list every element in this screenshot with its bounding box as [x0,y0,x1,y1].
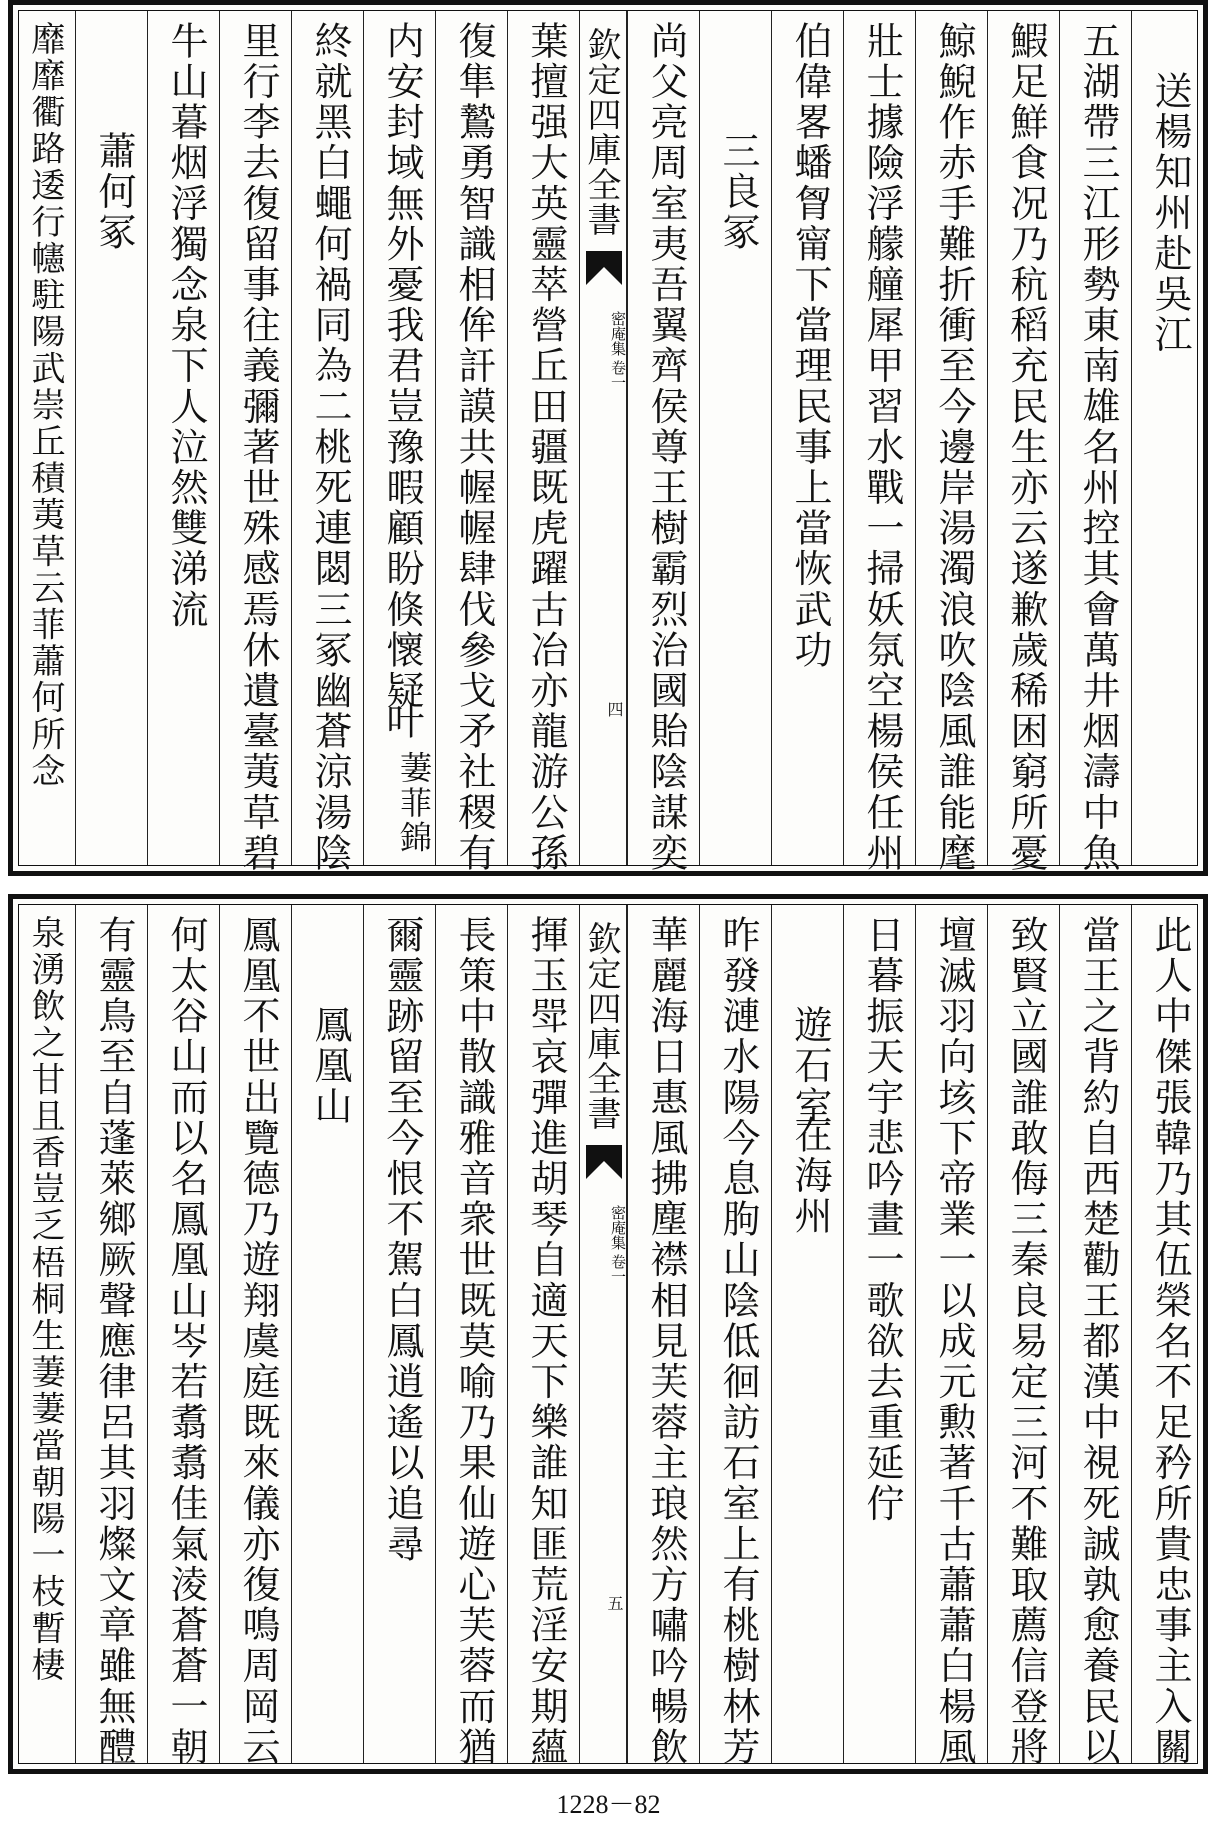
poem-title: 三良冢 [716,131,760,253]
text-column [507,11,579,874]
text-line: 尚父亮周室夷吾翼齊侯尊王樹霸烈治國貽陰謀奕 [644,21,688,874]
text-column [843,11,915,874]
text-line: 泉湧飲之甘且香豈乏梧桐生萋萋當朝陽一枝暫棲 [25,915,65,1684]
text-line: 葉擅强大英靈萃營丘田疆既虎躍古冶亦龍游公孫 [524,21,568,874]
text-line: 華麗海日惠風拂塵襟相見芙蓉主琅然方嘯吟暢飲 [644,915,688,1768]
text-column [771,11,843,865]
volume-number: 卷一 [609,360,627,390]
text-column [363,905,435,1763]
text-column [1131,905,1203,1768]
text-line: 鳳凰不世出覽德乃遊翔虞庭既來儀亦復鳴周岡云 [236,915,280,1768]
page-footer-number: 1228－82 [556,1790,661,1819]
text-line: 里行李去復留事往義彌著世殊感焉休遺臺荑草碧 [236,21,280,874]
text-column [1059,11,1131,874]
text-line: 靡靡衢路逶行幰駐陽武崇丘積荑草云菲蕭何所念 [25,21,65,790]
poem-title: 遊石室 [788,1005,832,1127]
center-gutter [579,905,627,1763]
text-line: 鯨鯢作赤手難折衝至今邊岸湯濁浪吹陰風誰能麾 [932,21,976,874]
text-column [843,905,915,1763]
text-column [987,11,1059,874]
text-column [699,905,771,1768]
text-column [75,905,147,1768]
center-gutter [579,11,627,865]
text-column [219,905,291,1768]
text-column [147,905,219,1768]
text-line: 昨發漣水陽今息朐山陰低徊訪石室上有桃樹林芳 [716,915,760,1768]
text-line: 何太谷山而以名鳳凰山岑若翥翥佳氣淩蒼蒼一朝 [164,915,208,1768]
text-column [507,905,579,1768]
volume-label [580,311,626,390]
text-column [291,905,363,1763]
text-column [1059,905,1131,1768]
volume-label [580,1205,626,1284]
text-line: 終就黑白蠅何禍同為二桃死連閟三冢幽蒼涼湯陰 [308,21,352,874]
text-line: 揮玉斝哀彈進胡琴自適天下樂誰知匪荒淫安期蘊 [524,915,568,1768]
book-title: 欽定四庫全書 [581,27,621,237]
text-line: 致賢立國誰敢侮三秦良易定三河不難取薦信登將 [1004,915,1048,1768]
text-line: 五湖帶三江形勢東南雄名州控其會萬井烟濤中魚 [1076,21,1120,874]
annotation: 萋菲錦 [395,751,433,855]
page-number: 五 [605,1595,624,1611]
text-column [987,905,1059,1768]
text-line: 内安封域無外憂我君豈豫暇顧盼倏懷疑 [380,21,424,712]
text-line: 爾靈跡留至今恨不駕白鳳逍遙以追尋 [380,915,424,1565]
upper-page [8,0,1208,876]
text-line: 長策中散識雅音衆世既莫喻乃果仙遊心芙蓉而猶 [452,915,496,1768]
text-line: 復隼鷙勇智識相侔訐謨共幄幄肆伐參戈矛社稷有 [452,21,496,874]
fish-tail-mark-icon [586,1145,622,1179]
annotation: 在海州 [788,1115,832,1237]
page-number: 四 [605,701,624,717]
text-line: 當王之背約自西楚勸王都漢中視死誠孰愈養民以 [1076,915,1120,1768]
upper-page-frame [18,10,1198,874]
collection-name: 密庵集 [609,1205,627,1250]
lower-page-frame [18,904,1198,1768]
text-column [1131,11,1203,865]
text-column [19,11,75,865]
lower-page [8,894,1208,1774]
text-line: 伯偉畧蟠胷甯下當理民事上當恢武功 [788,21,832,671]
poem-title: 蕭何冢 [92,131,136,253]
book-title: 欽定四庫全書 [581,921,621,1131]
text-column [699,11,771,865]
text-column [219,11,291,874]
text-line: 壇滅羽向垓下帝業一以成元勲著千古蕭蕭白楊風 [932,915,976,1768]
text-column [291,11,363,874]
text-column [435,11,507,874]
text-column [75,11,147,865]
text-column [19,905,75,1763]
text-column [915,11,987,874]
collection-name: 密庵集 [609,311,627,356]
text-column [627,11,699,874]
text-column [435,905,507,1768]
volume-number: 卷一 [609,1254,627,1284]
text-line: 此人中傑張韓乃其伍榮名不足矜所貴忠事主入關 [1148,915,1192,1768]
poem-title: 送楊知州赴吳江 [1148,71,1192,356]
poem-title: 鳳凰山 [308,1005,352,1127]
text-column [915,905,987,1768]
text-line: 有靈鳥至自蓬萊鄉厥聲應律呂其羽燦文章雖無醴 [92,915,136,1768]
annotation: 叶 [380,701,424,742]
text-column [627,905,699,1768]
text-line: 鰕足鮮食况乃秔稻充民生亦云遂歉歲稀困窮所憂 [1004,21,1048,874]
text-line: 壯士據險浮艨艟犀甲習水戰一掃妖氛空楊侯任州 [860,21,904,874]
text-line: 日暮振天宇悲吟畫一歌欲去重延佇 [860,915,904,1524]
fish-tail-mark-icon [586,251,622,285]
text-column [147,11,219,865]
text-column [363,11,435,865]
text-column [771,905,843,1763]
text-line: 牛山暮烟浮獨念泉下人泣然雙涕流 [164,21,208,630]
